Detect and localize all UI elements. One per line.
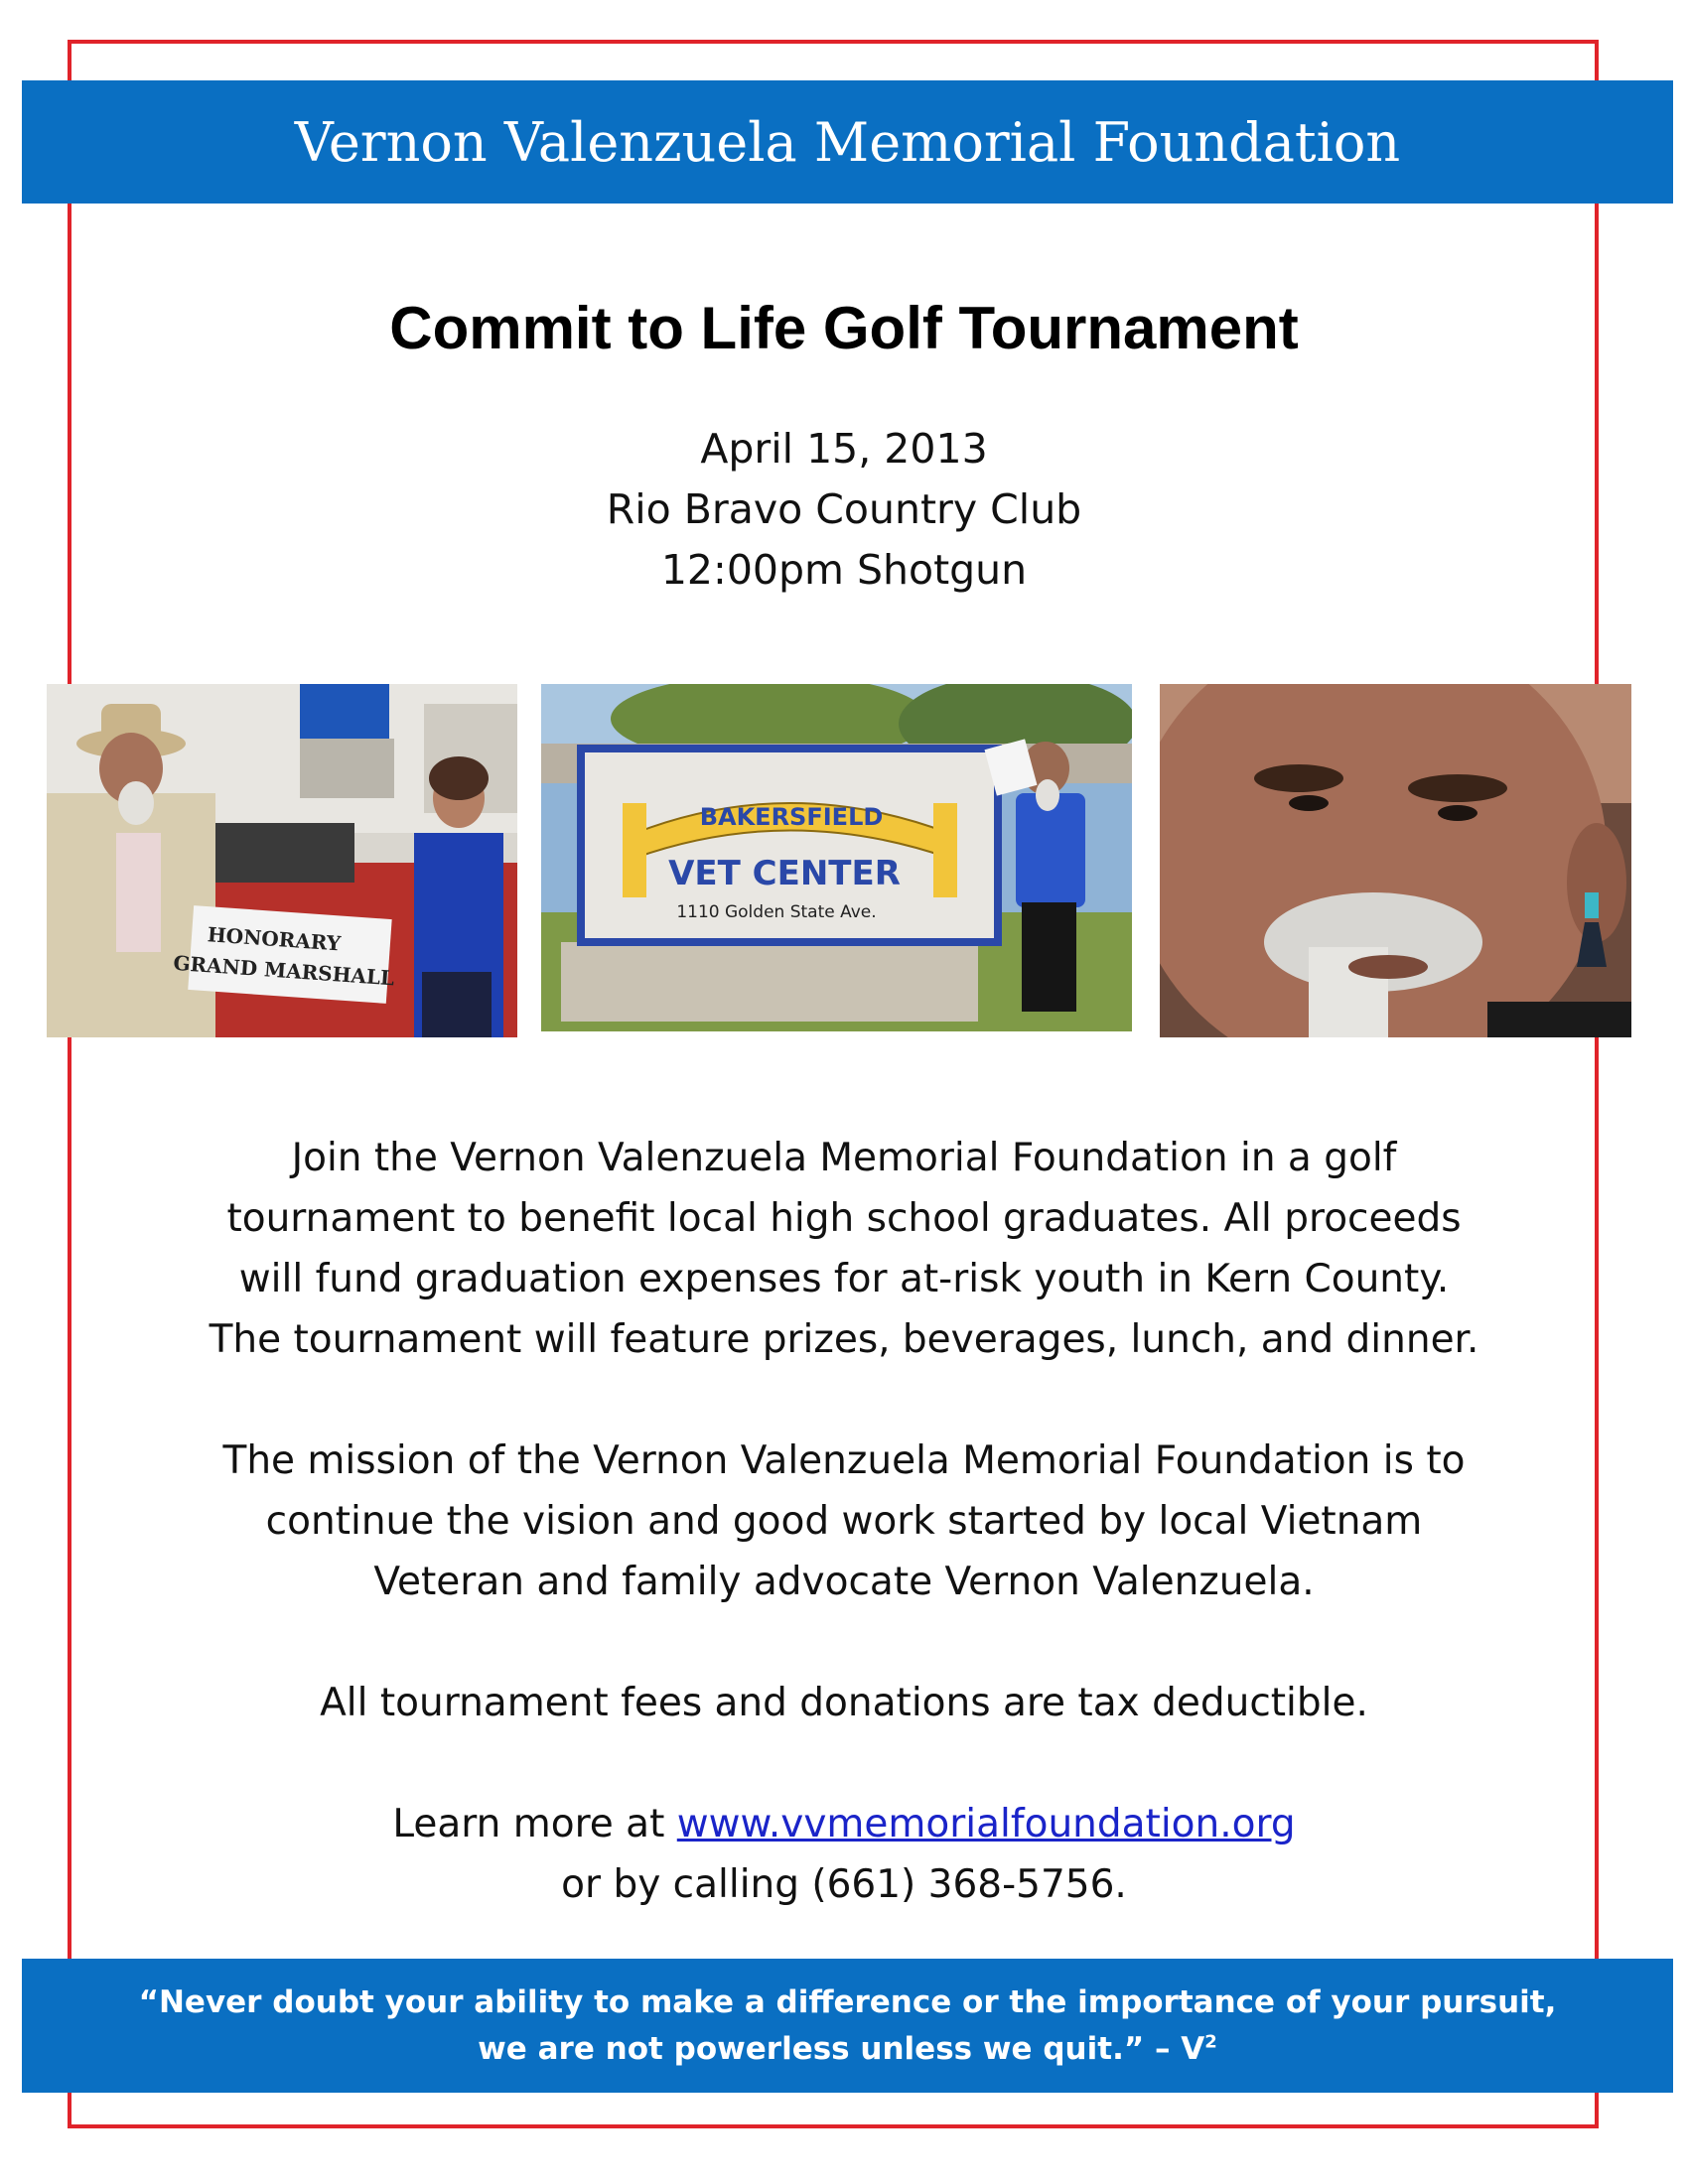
photo-portrait (1160, 684, 1631, 1037)
photo-grand-marshall (47, 684, 517, 1037)
paragraph-line: tournament to benefit local high school graduates. All proceeds (226, 1196, 1462, 1241)
paragraph-line: Veteran and family advocate Vernon Valenzuela. (373, 1560, 1315, 1604)
event-start-time: 12:00pm Shotgun (660, 546, 1028, 594)
event-details (0, 419, 1688, 601)
foundation-banner (22, 80, 1673, 204)
quote-line-1: “Never doubt your ability to make a difference or the importance of your pursuit, (138, 1983, 1557, 2020)
website-link[interactable]: www.vvmemorialfoundation.org (676, 1802, 1296, 1846)
photo-vet-center (541, 684, 1132, 1031)
photo2-sign-main: VET CENTER (668, 854, 901, 893)
photo1-banner-line2: GRAND MARSHALL (172, 950, 395, 991)
photo1-banner-line1: HONORARY (207, 922, 342, 956)
paragraph-line: The tournament will feature prizes, beverages, lunch, and dinner. (209, 1317, 1479, 1362)
phone-line: or by calling (661) 368-5756. (561, 1862, 1127, 1907)
learn-more-line (0, 1794, 1688, 1854)
paragraph-invitation (0, 1128, 1688, 1370)
event-date: April 15, 2013 (700, 425, 988, 473)
learn-more-prefix: Learn more at (392, 1802, 677, 1846)
paragraph-contact (0, 1794, 1688, 1915)
photo2-sign-address: 1110 Golden State Ave. (676, 902, 877, 922)
paragraph-line: Join the Vernon Valenzuela Memorial Foundation in a golf (291, 1136, 1397, 1180)
event-title: Commit to Life Golf Tournament (389, 295, 1299, 361)
quote-banner (22, 1959, 1673, 2093)
paragraph-line: continue the vision and good work started by local Vietnam (265, 1499, 1423, 1544)
quote-line-2 (478, 2026, 1217, 2073)
quote-superscript: 2 (1204, 2031, 1217, 2053)
photo2-sign-arch: BAKERSFIELD (699, 803, 884, 831)
quote-line-2-text: we are not powerless unless we quit.” – V (478, 2030, 1205, 2067)
event-venue: Rio Bravo Country Club (606, 485, 1082, 533)
paragraph-mission (0, 1431, 1688, 1612)
body-content (0, 1128, 1688, 1915)
paragraph-tax-note: All tournament fees and donations are tax deductible. (320, 1681, 1368, 1725)
foundation-title: Vernon Valenzuela Memorial Foundation (294, 110, 1401, 174)
paragraph-line: will fund graduation expenses for at-risk youth in Kern County. (238, 1257, 1450, 1301)
paragraph-line: The mission of the Vernon Valenzuela Memorial Foundation is to (222, 1438, 1466, 1483)
